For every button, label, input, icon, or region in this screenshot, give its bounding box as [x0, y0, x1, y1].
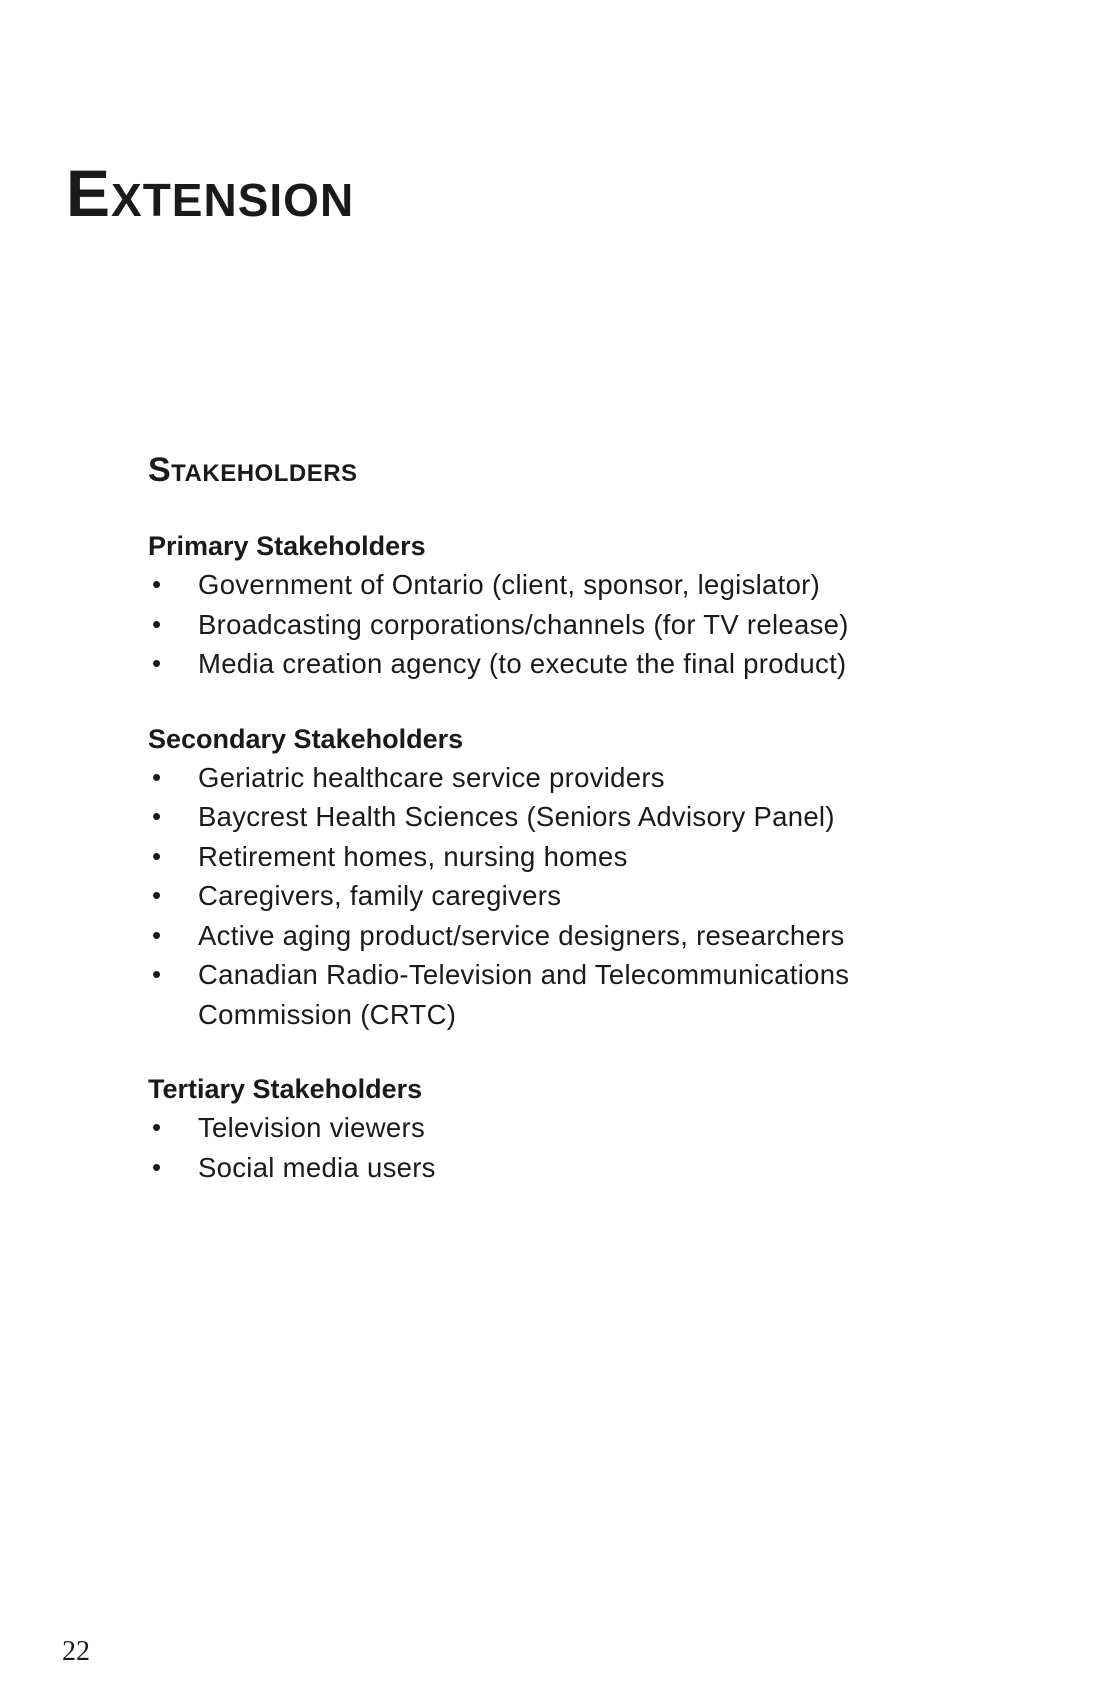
list-item	[148, 955, 1008, 1034]
list-item-text: Baycrest Health Sciences (Seniors Advisory Panel)	[198, 801, 835, 833]
bullet: •	[152, 840, 162, 871]
tertiary-stakeholders-list	[148, 1108, 1008, 1187]
bullet: •	[152, 880, 162, 911]
list-item-text: Media creation agency (to execute the final product)	[198, 648, 847, 680]
stakeholders-section	[148, 452, 1008, 1223]
secondary-stakeholders-list	[148, 758, 1008, 1035]
list-item-text: Caregivers, family caregivers	[198, 880, 562, 912]
list-item-text: Retirement homes, nursing homes	[198, 840, 628, 872]
list-item	[148, 916, 1008, 956]
list-item-text: Government of Ontario (client, sponsor, legislator)	[198, 569, 821, 601]
list-item-text: Social media users	[198, 1151, 436, 1183]
bullet: •	[152, 761, 162, 792]
list-item-text: Television viewers	[198, 1112, 426, 1144]
list-item-text: Broadcasting corporations/channels (for TV release)	[198, 608, 849, 640]
primary-stakeholders-list	[148, 565, 1008, 684]
primary-stakeholders-group	[148, 527, 1008, 684]
page-number: 22	[62, 1636, 90, 1667]
list-item	[148, 1108, 1008, 1148]
bullet: •	[152, 919, 162, 950]
list-item	[148, 758, 1008, 798]
bullet: •	[152, 1112, 162, 1143]
group-heading: Secondary Stakeholders	[148, 723, 464, 754]
group-heading: Tertiary Stakeholders	[148, 1074, 423, 1105]
bullet: •	[152, 1151, 162, 1182]
list-item-text: Canadian Radio-Television and Telecommunications Commission (CRTC)	[198, 959, 850, 1030]
list-item-text: Active aging product/service designers, researchers	[198, 919, 845, 951]
list-item	[148, 837, 1008, 877]
list-item-text: Geriatric healthcare service providers	[198, 761, 665, 793]
secondary-stakeholders-group	[148, 720, 1008, 1035]
list-item	[148, 876, 1008, 916]
list-item	[148, 644, 1008, 684]
bullet: •	[152, 959, 162, 990]
list-item	[148, 605, 1008, 645]
chapter-title: Extension	[66, 156, 355, 230]
bullet: •	[152, 569, 162, 600]
bullet: •	[152, 801, 162, 832]
list-item	[148, 1148, 1008, 1188]
list-item	[148, 797, 1008, 837]
bullet: •	[152, 608, 162, 639]
bullet: •	[152, 648, 162, 679]
section-title: Stakeholders	[148, 451, 358, 489]
list-item	[148, 565, 1008, 605]
group-heading: Primary Stakeholders	[148, 531, 426, 562]
tertiary-stakeholders-group	[148, 1070, 1008, 1187]
